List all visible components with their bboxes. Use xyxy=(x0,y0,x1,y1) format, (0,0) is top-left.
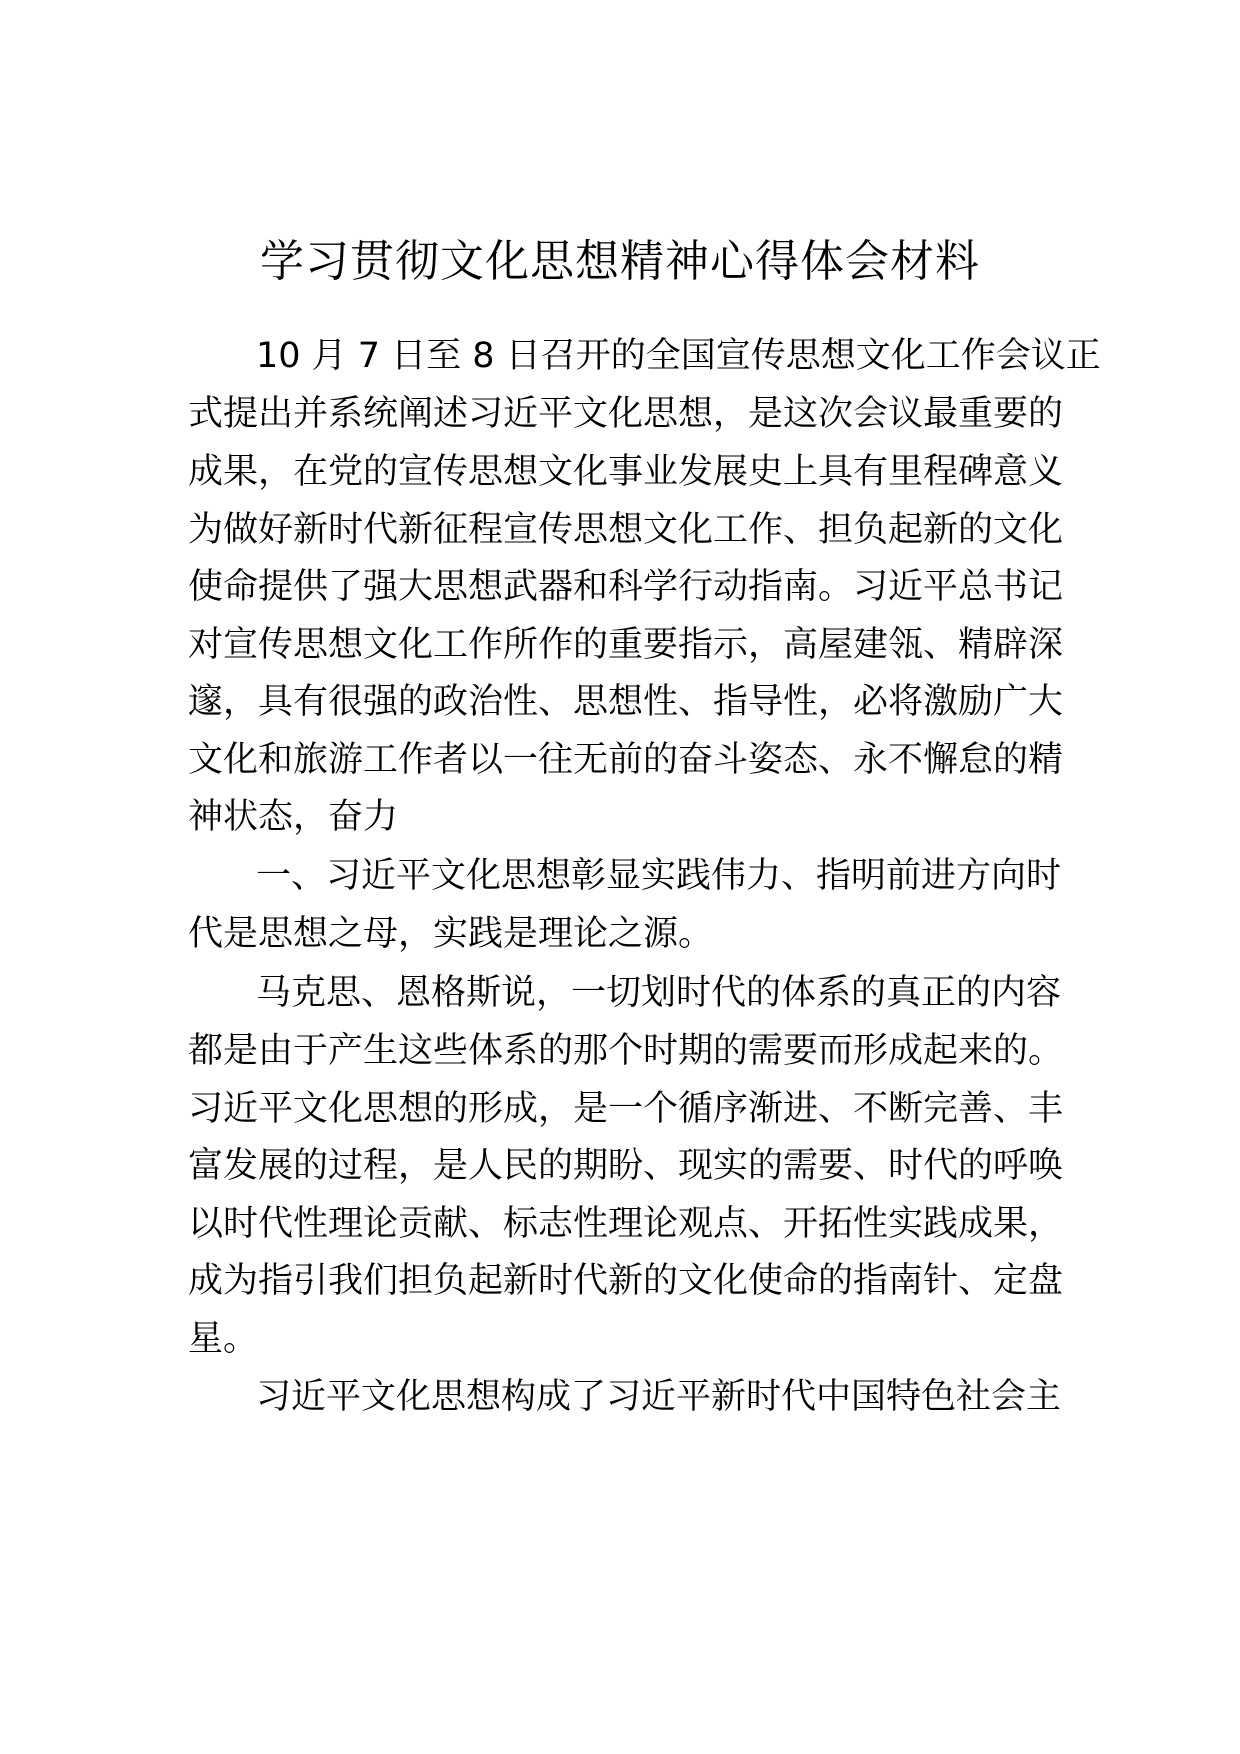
section-heading-line-2: 代是思想之母，实践是理论之源。 xyxy=(188,914,714,954)
paragraph-2-line-3: 习近平文化思想的形成，是一个循序渐进、不断完善、丰 xyxy=(188,1089,1064,1129)
paragraph-1-line-8: 文化和旅游工作者以一往无前的奋斗姿态、永不懈怠的精 xyxy=(188,740,1064,780)
document-title: 学习贯彻文化思想精神心得体会材料 xyxy=(260,236,980,287)
paragraph-1-line-9: 神状态，奋力 xyxy=(188,797,399,837)
paragraph-2-line-2: 都是由于产生这些体系的那个时期的需要而形成起来的。 xyxy=(188,1031,1064,1071)
paragraph-1-line-1: 10 月 7 日至 8 日召开的全国宣传思想文化工作会议正 xyxy=(256,336,1101,376)
paragraph-2-line-6: 成为指引我们担负起新时代新的文化使命的指南针、定盘 xyxy=(188,1261,1064,1301)
paragraph-1-line-2: 式提出并系统阐述习近平文化思想，是这次会议最重要的 xyxy=(188,394,1064,434)
paragraph-1-line-6: 对宣传思想文化工作所作的重要指示，高屋建瓴、精辟深 xyxy=(188,625,1064,665)
paragraph-3-line-1: 习近平文化思想构成了习近平新时代中国特色社会主 xyxy=(256,1377,1062,1417)
paragraph-2-line-4: 富发展的过程，是人民的期盼、现实的需要、时代的呼唤 xyxy=(188,1146,1064,1186)
section-heading-line-1: 一、习近平文化思想彰显实践伟力、指明前进方向时 xyxy=(256,856,1062,896)
paragraph-2-line-1: 马克思、恩格斯说，一切划时代的体系的真正的内容 xyxy=(256,973,1062,1013)
paragraph-1-line-5: 使命提供了强大思想武器和科学行动指南。习近平总书记 xyxy=(188,567,1064,607)
paragraph-2-line-5: 以时代性理论贡献、标志性理论观点、开拓性实践成果， xyxy=(188,1204,1064,1244)
paragraph-1-line-7: 邃，具有很强的政治性、思想性、指导性，必将激励广大 xyxy=(188,682,1064,722)
paragraph-1-line-4: 为做好新时代新征程宣传思想文化工作、担负起新的文化 xyxy=(188,510,1064,550)
paragraph-1-line-3: 成果，在党的宣传思想文化事业发展史上具有里程碑意义 xyxy=(188,452,1064,492)
paragraph-2-line-7: 星。 xyxy=(188,1319,259,1359)
